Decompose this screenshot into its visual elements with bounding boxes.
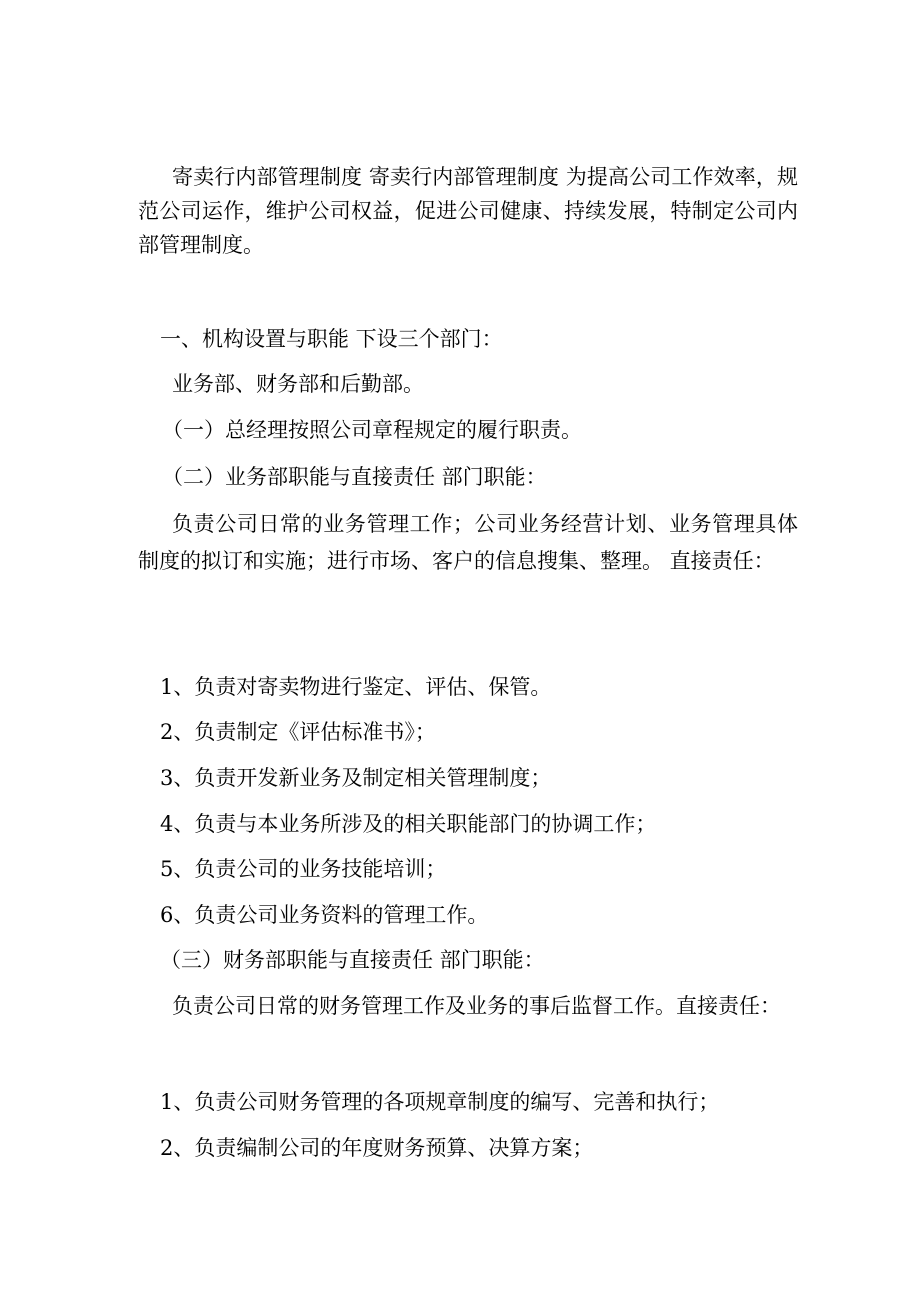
section-1-heading: 一、机构设置与职能 下设三个部门： — [160, 327, 503, 351]
subsection-3-heading: （三）财务部职能与直接责任 部门职能： — [160, 948, 545, 972]
subsection-2-description: 负责公司日常的业务管理工作；公司业务经营计划、业务管理具体制度的拟订和实施；进行市场、客户的信息搜集、整理。 直接责任： — [138, 512, 798, 573]
list-item: 2、负责制定《评估标准书》； — [160, 720, 436, 744]
list-item: 3、负责开发新业务及制定相关管理制度； — [160, 766, 552, 790]
list-item: 6、负责公司业务资料的管理工作。 — [160, 903, 489, 927]
subsection-1: （一）总经理按照公司章程规定的履行职责。 — [162, 418, 582, 442]
list-item: 1、负责对寄卖物进行鉴定、评估、保管。 — [160, 675, 552, 699]
intro-paragraph: 寄卖行内部管理制度 寄卖行内部管理制度 为提高公司工作效率，规范公司运作，维护公司权益，促进公司健康、持续发展，特制定公司内部管理制度。 — [138, 165, 798, 257]
subsection-3-description: 负责公司日常的财务管理工作及业务的事后监督工作。直接责任： — [172, 994, 781, 1018]
list-item: 2、负责编制公司的年度财务预算、决算方案； — [160, 1136, 594, 1160]
subsection-2-heading: （二）业务部职能与直接责任 部门职能： — [162, 465, 547, 489]
departments-list: 业务部、财务部和后勤部。 — [172, 372, 424, 396]
list-item: 5、负责公司的业务技能培训； — [160, 857, 447, 881]
list-item: 4、负责与本业务所涉及的相关职能部门的协调工作； — [160, 812, 657, 836]
list-item: 1、负责公司财务管理的各项规章制度的编写、完善和执行； — [160, 1090, 720, 1114]
